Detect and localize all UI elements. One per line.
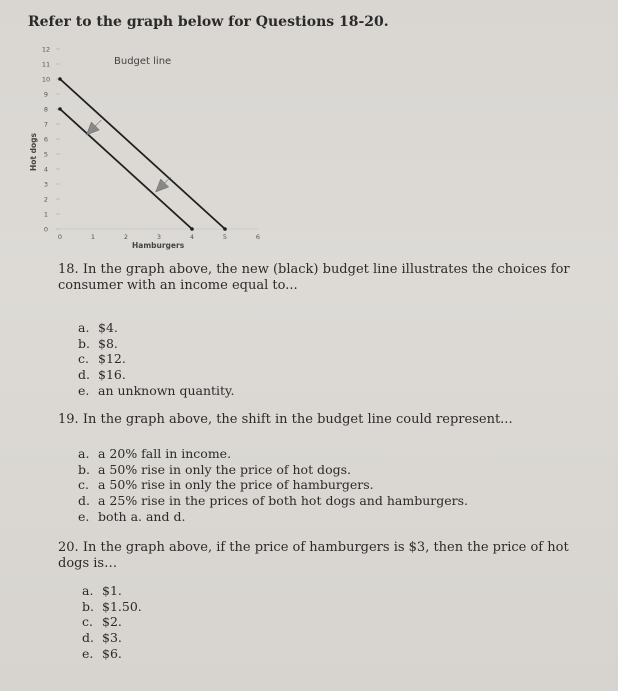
- options-20: [82, 583, 142, 662]
- shift-arrow-icon: [86, 120, 101, 135]
- option: [82, 646, 142, 662]
- option-letter: b.: [78, 461, 90, 477]
- question-text: In the graph above, if the price of hamburgers is $3, then the price of hot dogs is…: [58, 540, 569, 571]
- option: [78, 351, 234, 367]
- y-tick-label: 0: [43, 225, 49, 234]
- budget-line: [60, 79, 225, 229]
- option-text: a 25% rise in the prices of both hot dogs and hamburgers.: [98, 493, 468, 509]
- option-letter: d.: [78, 367, 90, 383]
- y-tick-label: 3: [43, 180, 49, 189]
- option: [78, 477, 468, 493]
- y-tick-label: 8: [43, 105, 49, 114]
- option: [78, 336, 234, 352]
- option-text: a 50% rise in only the price of hamburgers.: [98, 477, 374, 493]
- intercept-point: [190, 227, 194, 231]
- y-tick-label: 11: [41, 60, 51, 69]
- y-axis-label: Hot dogs: [29, 133, 38, 171]
- x-tick-label: 5: [222, 233, 228, 241]
- option-letter: e.: [82, 645, 94, 661]
- option-text: $1.50.: [102, 598, 142, 614]
- option: [82, 614, 142, 630]
- y-axis-ticks: [42, 46, 60, 234]
- budget-line: [60, 109, 192, 229]
- page-heading: Refer to the graph below for Questions 18-20.: [28, 14, 389, 30]
- option-letter: b.: [82, 598, 94, 614]
- option: [78, 320, 234, 336]
- intercept-point: [223, 227, 227, 231]
- question-20: [58, 540, 598, 572]
- option: [78, 509, 468, 525]
- option-letter: c.: [82, 614, 93, 630]
- y-tick-label: 5: [43, 150, 49, 159]
- option-text: $1.: [102, 583, 122, 598]
- y-tick-label: 10: [41, 75, 51, 84]
- question-19: [58, 412, 598, 428]
- x-axis-ticks: [58, 229, 260, 241]
- option: [82, 583, 142, 599]
- option-letter: c.: [78, 351, 89, 367]
- intercept-point: [58, 77, 62, 81]
- question-number: 19.: [58, 412, 79, 427]
- option-text: $12.: [98, 351, 126, 367]
- option-text: $8.: [98, 335, 118, 351]
- option-letter: e.: [78, 382, 90, 398]
- option: [78, 383, 234, 399]
- x-tick-label: 2: [123, 233, 129, 241]
- option-text: an unknown quantity.: [98, 382, 235, 398]
- option-text: a 50% rise in only the price of hot dogs.: [98, 461, 351, 477]
- option-text: $3.: [102, 630, 122, 646]
- question-number: 18.: [58, 262, 79, 277]
- option-letter: e.: [78, 508, 90, 524]
- question-text: In the graph above, the new (black) budget line illustrates the choices for consumer with an income equal to...: [58, 262, 570, 293]
- option-letter: a.: [78, 446, 90, 461]
- option-letter: a.: [82, 583, 94, 598]
- option-text: $2.: [102, 614, 122, 630]
- x-tick-label: 0: [57, 233, 63, 241]
- shift-arrows: [86, 120, 170, 192]
- shift-arrow-icon: [156, 177, 171, 192]
- x-tick-label: 3: [156, 233, 162, 241]
- option: [78, 367, 234, 383]
- question-number: 20.: [58, 540, 79, 555]
- budget-line-chart: [30, 40, 280, 255]
- options-18: [78, 320, 234, 399]
- intercept-point: [58, 107, 62, 111]
- option: [78, 446, 468, 462]
- question-18: [58, 262, 598, 294]
- y-tick-label: 1: [43, 210, 49, 219]
- x-tick-label: 6: [255, 233, 261, 241]
- option-letter: a.: [78, 320, 90, 335]
- y-tick-label: 2: [43, 195, 49, 204]
- option: [82, 599, 142, 615]
- option: [78, 462, 468, 478]
- y-tick-label: 4: [43, 165, 49, 174]
- option: [82, 630, 142, 646]
- x-tick-label: 4: [189, 233, 195, 241]
- option-text: a 20% fall in income.: [98, 446, 232, 461]
- option-text: $4.: [98, 320, 118, 335]
- y-tick-label: 6: [43, 135, 49, 144]
- option-text: $16.: [98, 367, 126, 383]
- question-text: In the graph above, the shift in the budget line could represent...: [82, 412, 513, 427]
- option-letter: c.: [78, 477, 89, 493]
- option: [78, 493, 468, 509]
- option-text: both a. and d.: [98, 508, 186, 524]
- x-axis-label: Hamburgers: [132, 241, 185, 250]
- y-tick-label: 12: [41, 45, 51, 54]
- x-tick-label: 1: [90, 233, 96, 241]
- y-tick-label: 7: [43, 120, 49, 129]
- options-19: [78, 446, 468, 525]
- option-text: $6.: [102, 645, 122, 661]
- series-lines: [58, 77, 227, 231]
- option-letter: d.: [78, 493, 90, 509]
- option-letter: b.: [78, 335, 90, 351]
- chart-title: Budget line: [114, 56, 172, 67]
- option-letter: d.: [82, 630, 94, 646]
- y-tick-label: 9: [43, 90, 49, 99]
